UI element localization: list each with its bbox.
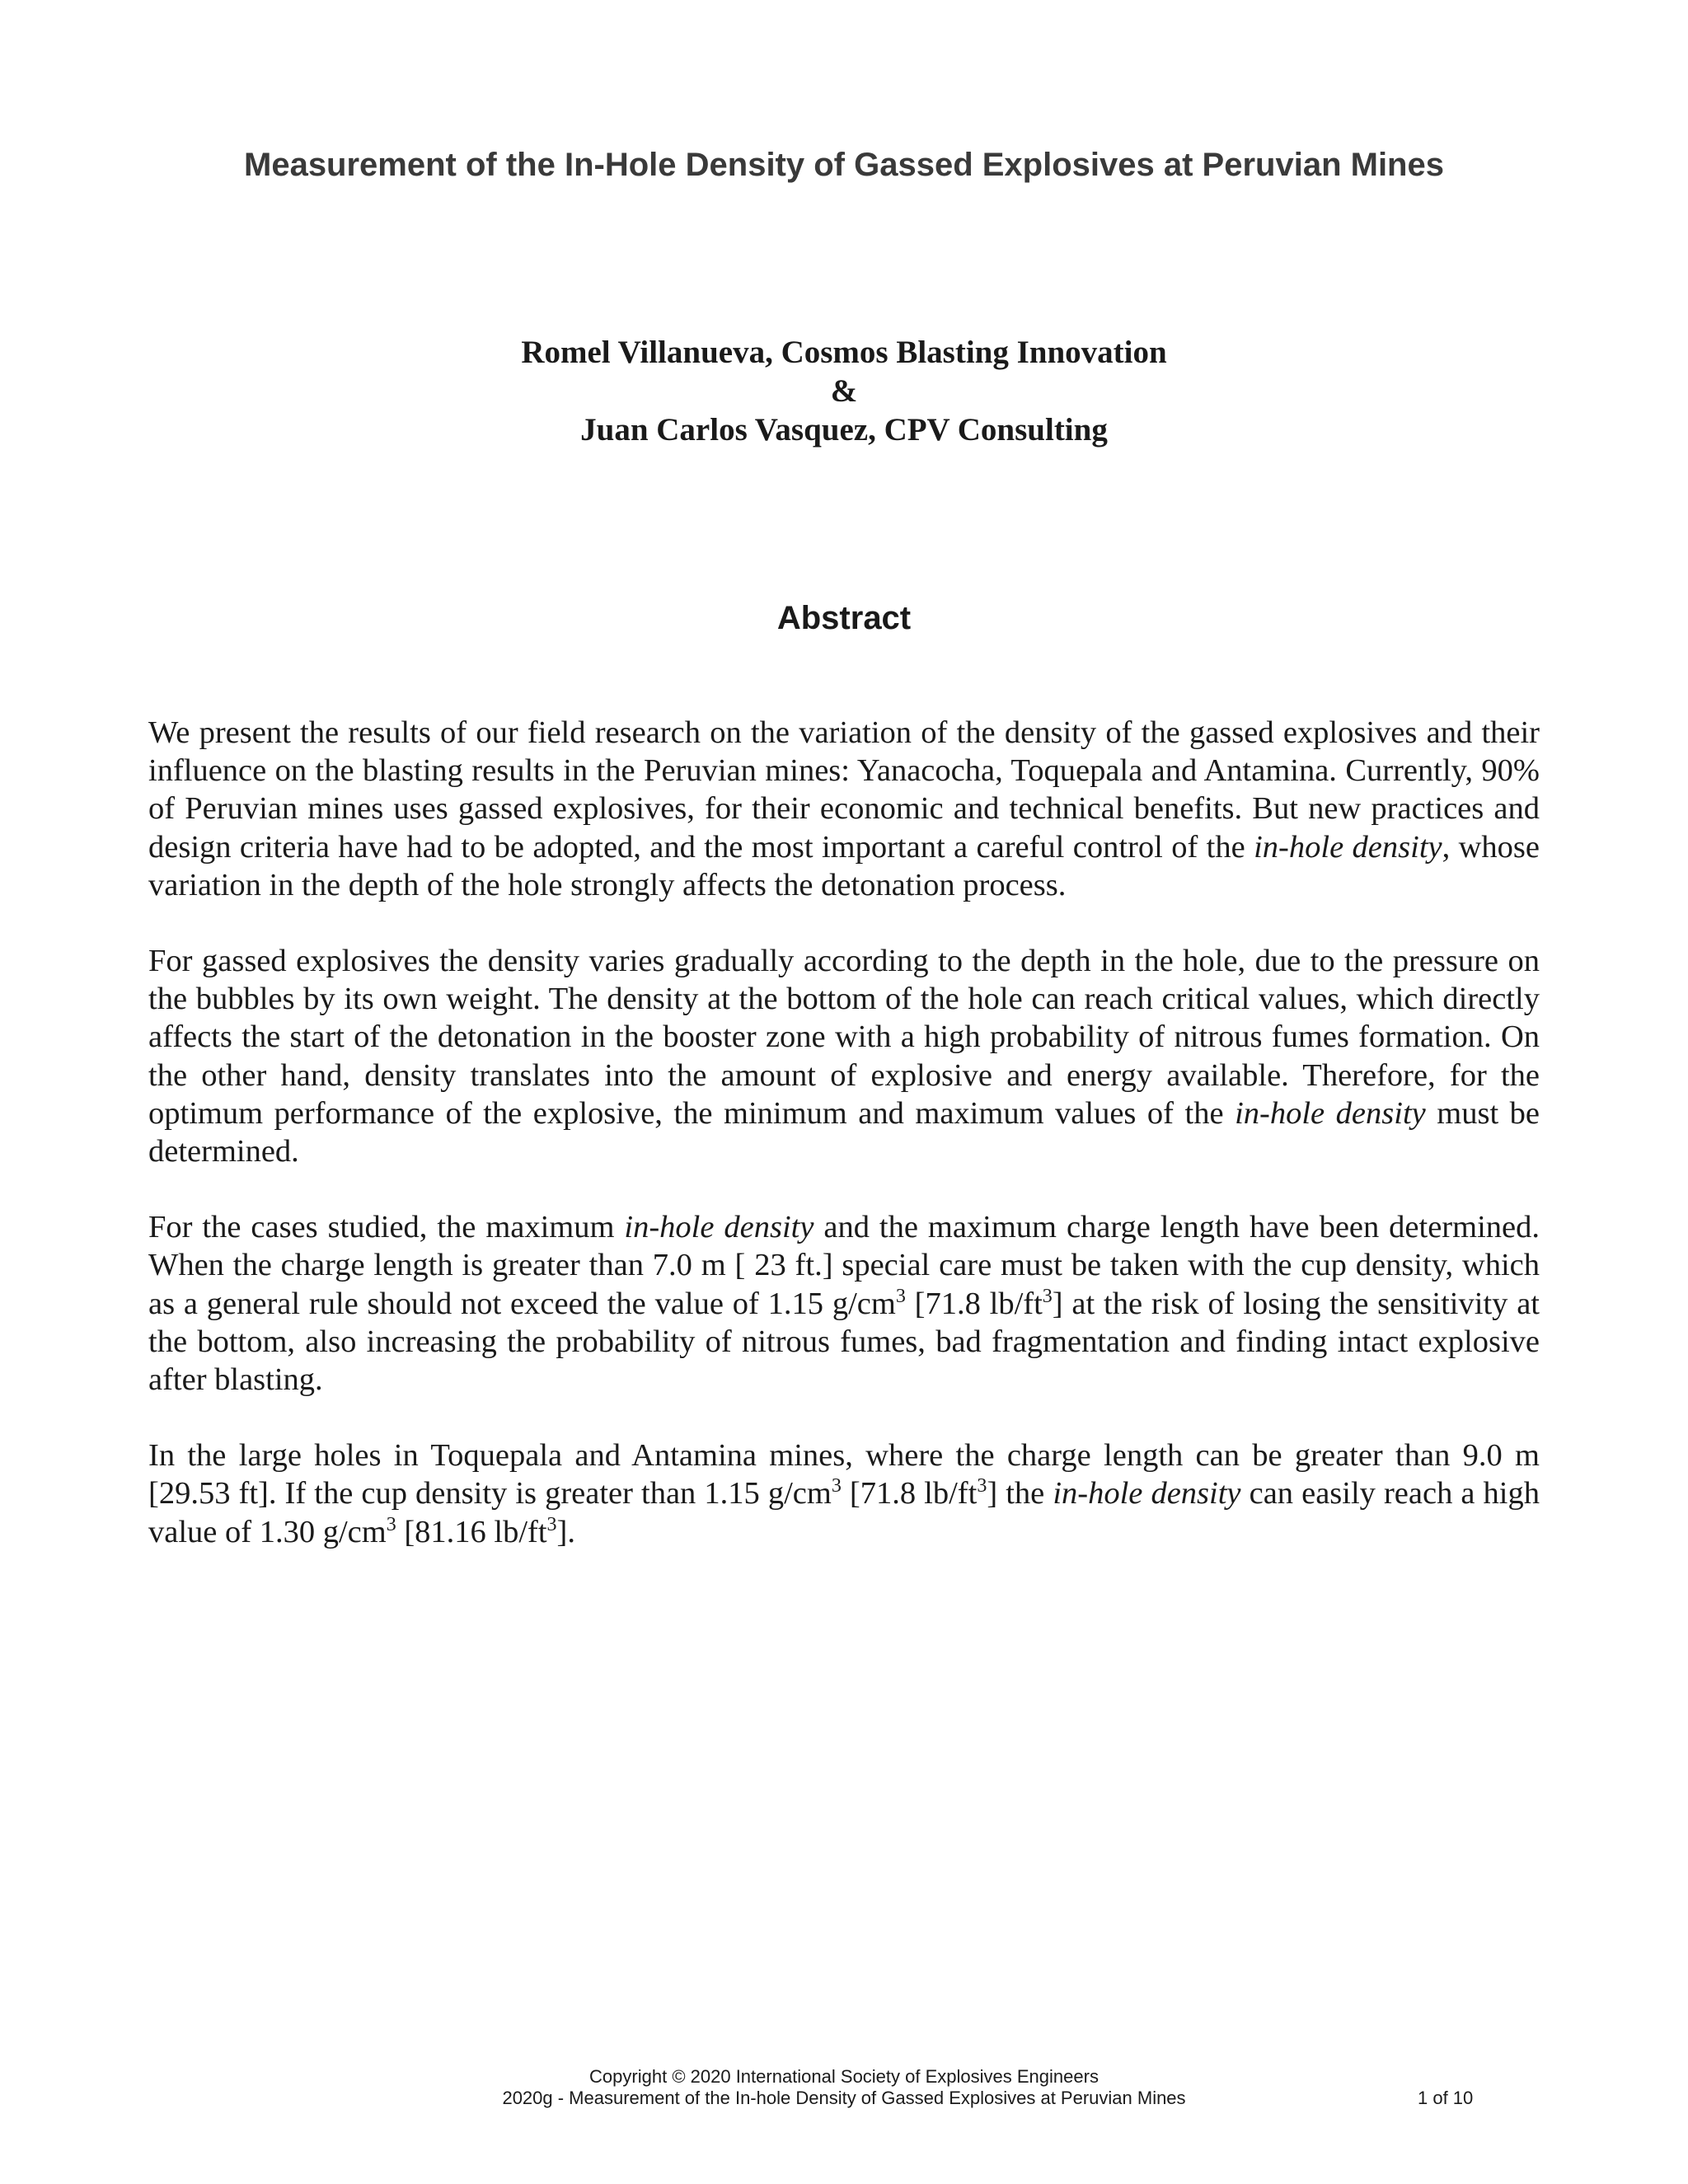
text-run: , whose variation in the depth of the hole strongly affects the detonation process.: [148, 829, 1540, 902]
superscript: 3: [1042, 1285, 1053, 1307]
italic-term: in-hole density: [1235, 1095, 1426, 1131]
page-footer: [0, 2066, 1688, 2109]
italic-term: in-hole density: [1254, 829, 1442, 865]
superscript: 3: [386, 1513, 396, 1535]
superscript: 3: [895, 1285, 906, 1307]
text-run: We present the results of our field research on the variation of the density of the gassed explosives and their influence on the blasting results in the Peruvian mines: Yanacocha, Toquepala and Antamina. Currently, 90% of Peruvian mines uses gassed explosives, for their economic and technical benefits. But new practices and design criteria have had to be adopted, and the most important a careful control of the: [148, 715, 1540, 865]
italic-term: in-hole density: [1053, 1476, 1241, 1511]
text-run: ] the: [987, 1476, 1053, 1511]
superscript: 3: [831, 1475, 842, 1497]
italic-term: in-hole density: [624, 1210, 814, 1245]
author-block: [0, 333, 1688, 449]
text-run: [81.16 lb/ft: [396, 1514, 547, 1549]
abstract-heading: Abstract: [776, 600, 912, 636]
superscript: 3: [977, 1475, 987, 1497]
author-ampersand: &: [830, 373, 858, 409]
abstract-paragraph-3: [148, 1208, 1540, 1399]
copyright-notice: Copyright © 2020 International Society of Explosives Engineers: [589, 2066, 1099, 2087]
text-run: [71.8 lb/ft: [841, 1476, 978, 1511]
paper-title: Measurement of the In-Hole Density of Gassed Explosives at Peruvian Mines: [244, 147, 1444, 183]
abstract-paragraph-1: [148, 714, 1540, 904]
text-run: For gassed explosives the density varies gradually according to the depth in the hole, due to the pressure on the bubbles by its own weight. The density at the bottom of the hole can reach critical values, which directly affects the start of the detonation in the booster zone with a high probability of nitrous fumes formation. On the other hand, density translates into the amount of explosive and energy available. Therefore, for the optimum performance of the explosive, the minimum and maximum values of the: [148, 944, 1540, 1131]
text-run: and the maximum charge length have been determined. When the charge length is greater than 7.0 m [ 23 ft.] special care must be taken with the cup density, which as a general rule should not exceed the value of 1.15 g/cm: [148, 1210, 1540, 1321]
text-run: ] at the risk of losing the sensitivity at the bottom, also increasing the probability of nitrous fumes, bad fragmentation and finding intact explosive after blasting.: [148, 1286, 1540, 1398]
text-run: In the large holes in Toquepala and Antamina mines, where the charge length can be greater than 9.0 m [29.53 ft]. If the cup density is greater than 1.15 g/cm: [148, 1438, 1540, 1511]
text-run: can easily reach a high value of 1.30 g/cm: [148, 1476, 1540, 1549]
superscript: 3: [546, 1513, 557, 1535]
text-run: [71.8 lb/ft: [905, 1286, 1043, 1321]
abstract-body: [148, 714, 1540, 1589]
text-run: For the cases studied, the maximum: [148, 1210, 625, 1245]
footer-line: [0, 2088, 1688, 2109]
text-run: ].: [556, 1514, 575, 1549]
author-line-2: Juan Carlos Vasquez, CPV Consulting: [580, 412, 1108, 448]
abstract-paragraph-4: [148, 1436, 1540, 1551]
text-run: must be determined.: [148, 1095, 1540, 1169]
author-line-1: Romel Villanueva, Cosmos Blasting Innovation: [521, 335, 1167, 370]
running-title: 2020g - Measurement of the In-hole Density of Gassed Explosives at Peruvian Mines: [502, 2088, 1186, 2108]
abstract-paragraph-2: [148, 942, 1540, 1170]
page-number: 1 of 10: [1418, 2088, 1474, 2108]
